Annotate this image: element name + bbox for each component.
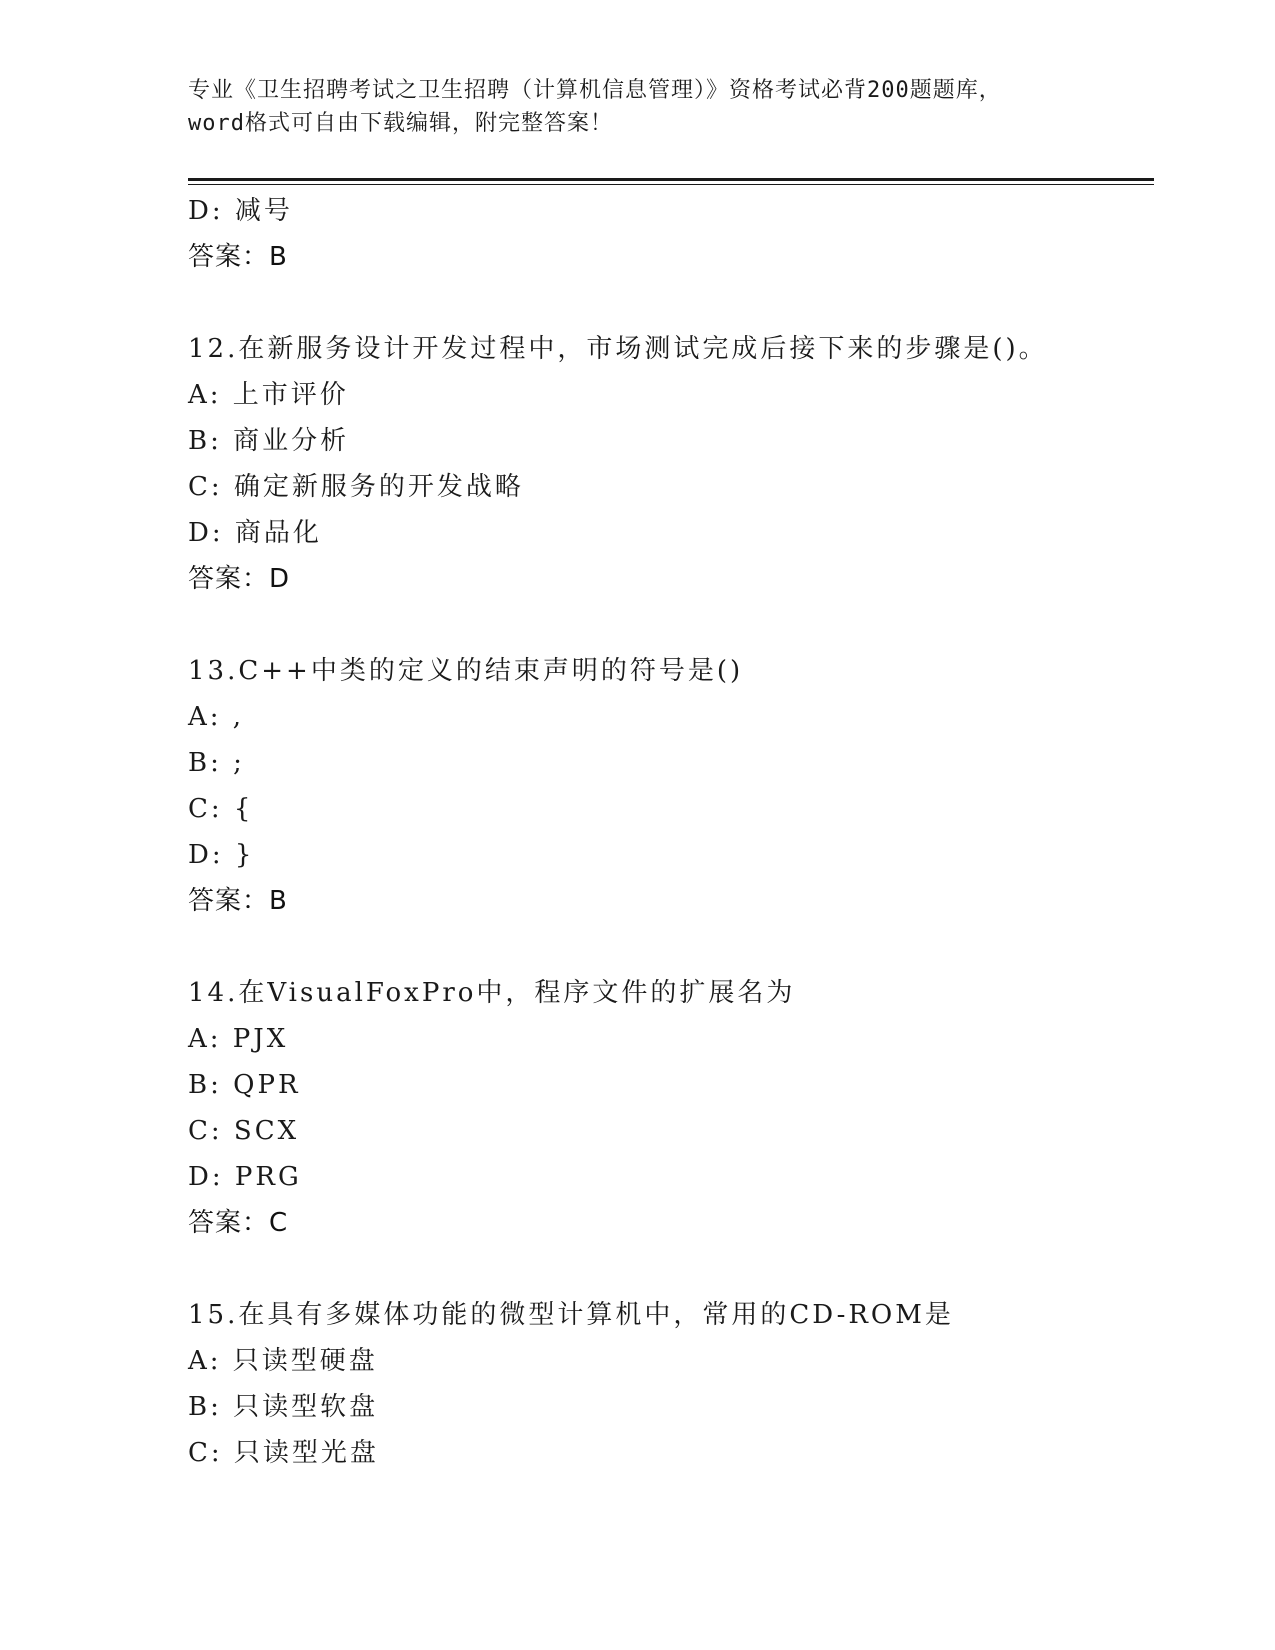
question-13 (188, 648, 1154, 924)
option-d: D: PRG (188, 1162, 302, 1192)
question-12 (188, 326, 1154, 602)
question-stem: 13.C++中类的定义的结束声明的符号是() (188, 656, 744, 686)
option-d: D: 商品化 (188, 518, 322, 548)
header-line-2: word格式可自由下载编辑，附完整答案！ (188, 111, 613, 136)
spacer (188, 924, 1154, 970)
option-b: B: 只读型软盘 (188, 1392, 379, 1422)
option-d: D: } (188, 840, 255, 870)
question-list (188, 188, 1154, 1476)
header-divider-thick (188, 178, 1154, 181)
answer: 答案：C (188, 1208, 289, 1238)
answer: 答案：B (188, 886, 288, 916)
question-14 (188, 970, 1154, 1246)
option-c: C: SCX (188, 1116, 300, 1146)
option-b: B: 商业分析 (188, 426, 350, 456)
option-c: C: 确定新服务的开发战略 (188, 472, 524, 502)
question-stem: 15.在具有多媒体功能的微型计算机中，常用的CD-ROM是 (188, 1300, 954, 1330)
previous-option-d: D: 减号 (188, 196, 293, 226)
previous-answer: 答案：B (188, 242, 288, 272)
question-stem: 14.在VisualFoxPro中，程序文件的扩展名为 (188, 978, 796, 1008)
spacer (188, 602, 1154, 648)
question-15 (188, 1292, 1154, 1476)
answer: 答案：D (188, 564, 291, 594)
header-line-1: 专业《卫生招聘考试之卫生招聘（计算机信息管理）》资格考试必背200题题库， (188, 78, 1002, 103)
option-c: C: 只读型光盘 (188, 1438, 379, 1468)
option-a: A: 上市评价 (188, 380, 349, 410)
option-a: A: PJX (188, 1024, 289, 1054)
option-b: B: ; (188, 748, 245, 778)
spacer (188, 280, 1154, 326)
spacer (188, 1246, 1154, 1292)
option-a: A: 只读型硬盘 (188, 1346, 378, 1376)
document-header (188, 74, 1088, 140)
option-a: A: , (188, 702, 245, 732)
option-c: C: { (188, 794, 254, 824)
header-divider-thin (188, 184, 1154, 185)
question-stem: 12.在新服务设计开发过程中，市场测试完成后接下来的步骤是()。 (188, 334, 1048, 364)
option-b: B: QPR (188, 1070, 301, 1100)
